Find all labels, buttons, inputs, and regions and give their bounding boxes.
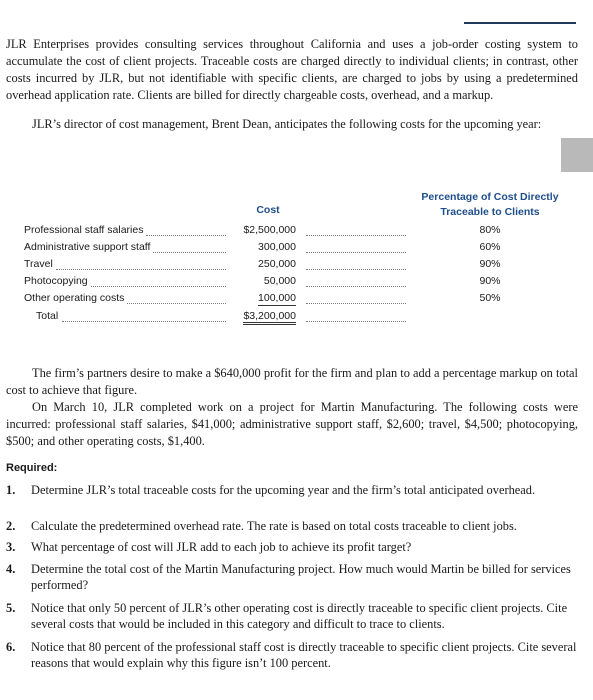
row-pct: 80% — [479, 224, 501, 236]
row-pct: 60% — [479, 241, 501, 253]
row-cost: $2,500,000 — [243, 224, 296, 236]
question-text: Determine the total cost of the Martin Manufacturing project. How much would Martin be billed for services performed? — [31, 562, 571, 592]
question-item — [6, 482, 582, 498]
table-row — [0, 275, 593, 292]
table-row — [0, 258, 593, 275]
question-item — [6, 518, 582, 534]
row-label: Other operating costs — [24, 292, 125, 304]
question-item — [6, 539, 582, 555]
question-item — [6, 600, 582, 632]
question-number: 3. — [6, 540, 16, 554]
question-number: 4. — [6, 562, 16, 576]
body-paragraph-3: The firm’s partners desire to make a $640,000 profit for the firm and plan to add a percentage markup on total cost to achieve that figure. — [6, 366, 578, 397]
pct-column-header: Percentage of Cost Directly Traceable to Clients — [421, 191, 559, 218]
table-total-row — [0, 310, 593, 327]
row-label: Travel — [24, 258, 53, 270]
question-text: Notice that only 50 percent of JLR’s other operating cost is directly traceable to specific client projects. Cite several costs that would be included in this category and difficult to trace to clients. — [31, 601, 568, 631]
intro-paragraph-2: JLR’s director of cost management, Brent Dean, anticipates the following costs for the upcoming year: — [32, 117, 542, 131]
question-number: 1. — [6, 483, 16, 497]
row-label: Professional staff salaries — [24, 224, 144, 236]
question-number: 5. — [6, 601, 16, 615]
row-cost: 300,000 — [258, 241, 296, 253]
table-row — [0, 292, 593, 309]
row-cost: 50,000 — [263, 275, 296, 287]
question-text: Calculate the predetermined overhead rate. The rate is based on total costs traceable to client jobs. — [31, 519, 517, 533]
row-cost: 100,000 — [258, 292, 296, 304]
question-item — [6, 639, 582, 671]
total-cost: $3,200,000 — [243, 310, 296, 325]
row-pct: 90% — [479, 258, 501, 270]
intro-paragraph-1: JLR Enterprises provides consulting services throughout California and uses a job-order costing system to accumulate the cost of client projects. Traceable costs are charged directly to individual clients; in contrast, other costs incurred by JLR, but not identifiable with specific clients, are charged to jobs by using a predetermined overhead application rate. Clients are billed for directly chargeable costs, overhead, and a markup. — [6, 37, 578, 102]
total-label: Total — [36, 310, 59, 322]
header-rule — [464, 22, 576, 24]
question-number: 6. — [6, 640, 16, 654]
row-pct: 50% — [479, 292, 501, 304]
table-row — [0, 224, 593, 241]
question-text: Determine JLR’s total traceable costs for the upcoming year and the firm’s total anticipated overhead. — [31, 483, 536, 497]
margin-tab — [561, 138, 593, 172]
row-label: Administrative support staff — [24, 241, 151, 253]
required-title: Required: — [6, 462, 58, 474]
question-text: Notice that 80 percent of the professional staff cost is directly traceable to specific client projects. Cite several reasons that would explain why this figure isn’t 100 percent. — [31, 640, 577, 670]
question-number: 2. — [6, 519, 16, 533]
row-cost: 250,000 — [258, 258, 296, 270]
table-row — [0, 241, 593, 258]
question-item — [6, 561, 582, 593]
row-pct: 90% — [479, 275, 501, 287]
cost-column-header: Cost — [256, 204, 280, 216]
question-text: What percentage of cost will JLR add to each job to achieve its profit target? — [31, 540, 412, 554]
row-label: Photocopying — [24, 275, 88, 287]
body-paragraph-4: On March 10, JLR completed work on a project for Martin Manufacturing. The following costs were incurred: professional staff salaries, $41,000; administrative support staff, $2,600; travel, $4,500; photocopying, $500; and other operating costs, $1,400. — [6, 400, 578, 448]
